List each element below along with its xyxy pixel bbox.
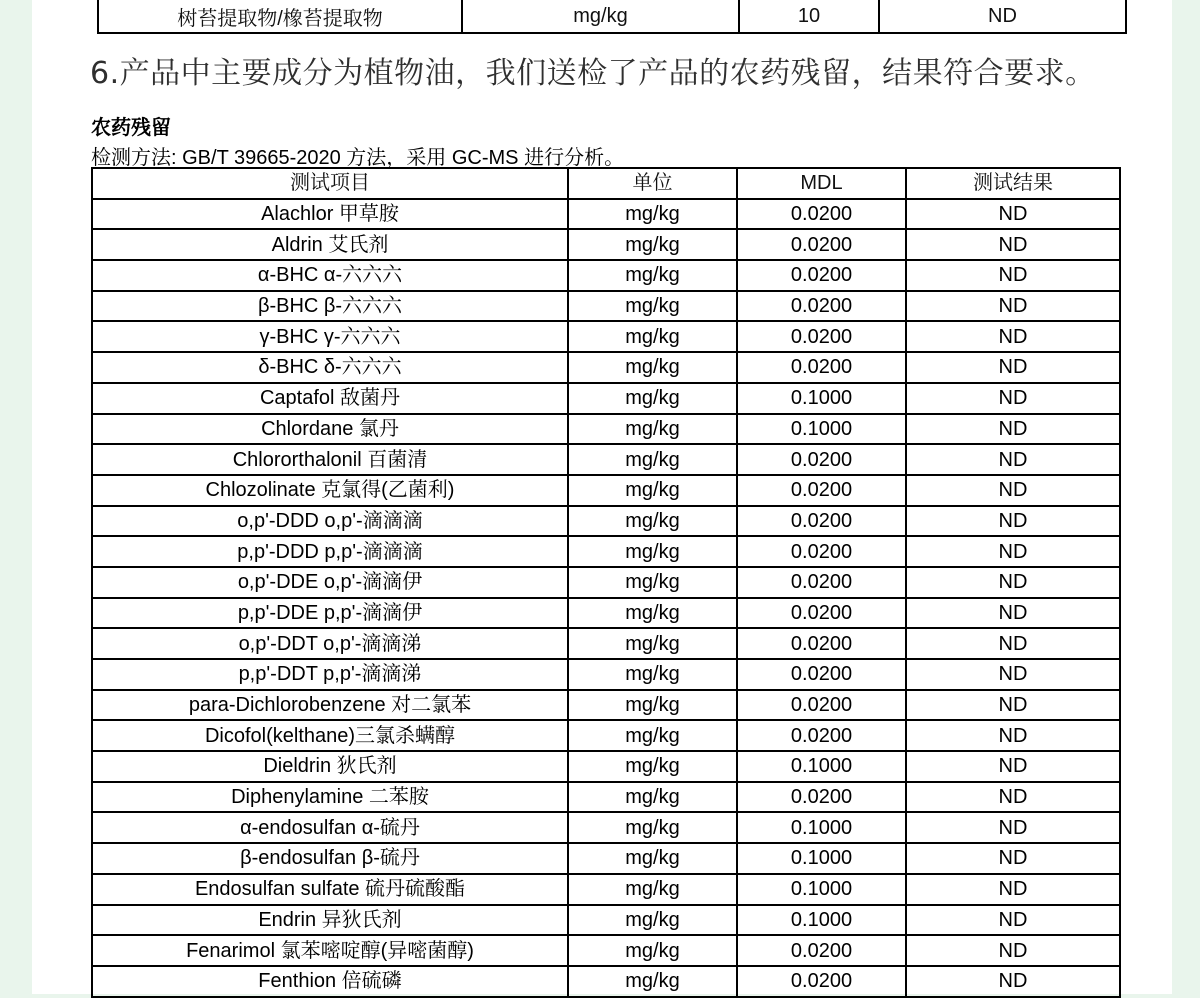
item-cell: β-endosulfan β-硫丹 xyxy=(92,843,568,874)
unit-cell: mg/kg xyxy=(568,229,737,260)
item-cell: δ-BHC δ-六六六 xyxy=(92,352,568,383)
unit-cell: mg/kg xyxy=(568,628,737,659)
table-row xyxy=(92,506,1120,537)
item-cell: Aldrin 艾氏剂 xyxy=(92,229,568,260)
table-row xyxy=(92,843,1120,874)
unit-cell: mg/kg xyxy=(568,935,737,966)
table-row xyxy=(92,659,1120,690)
column-header-result: 测试结果 xyxy=(906,168,1120,199)
unit-cell: mg/kg xyxy=(568,321,737,352)
result-cell: ND xyxy=(906,444,1120,475)
mdl-cell: 0.0200 xyxy=(737,506,906,537)
result-cell: ND xyxy=(906,812,1120,843)
table-row xyxy=(92,751,1120,782)
mdl-cell: 0.0200 xyxy=(737,628,906,659)
unit-cell: mg/kg xyxy=(568,966,737,997)
item-cell: α-BHC α-六六六 xyxy=(92,260,568,291)
result-cell: ND xyxy=(906,199,1120,230)
item-cell: o,p'-DDD o,p'-滴滴滴 xyxy=(92,506,568,537)
result-cell: ND xyxy=(906,321,1120,352)
result-cell: ND xyxy=(906,260,1120,291)
table-row xyxy=(92,291,1120,322)
result-cell: ND xyxy=(906,966,1120,997)
item-cell: Endrin 异狄氏剂 xyxy=(92,905,568,936)
mdl-cell: 0.0200 xyxy=(737,199,906,230)
mdl-cell: 0.0200 xyxy=(737,782,906,813)
result-cell: ND xyxy=(906,843,1120,874)
section-heading: 农药残留 xyxy=(91,117,171,139)
item-cell: Dicofol(kelthane)三氯杀螨醇 xyxy=(92,720,568,751)
item-cell: Chlordane 氯丹 xyxy=(92,414,568,445)
mdl-cell: 0.1000 xyxy=(737,383,906,414)
table-row xyxy=(92,321,1120,352)
item-cell: o,p'-DDT o,p'-滴滴涕 xyxy=(92,628,568,659)
unit-cell: mg/kg xyxy=(568,782,737,813)
mdl-cell: 0.0200 xyxy=(737,536,906,567)
table-row xyxy=(92,782,1120,813)
item-cell: γ-BHC γ-六六六 xyxy=(92,321,568,352)
table-row xyxy=(92,690,1120,721)
item-cell: α-endosulfan α-硫丹 xyxy=(92,812,568,843)
result-cell: ND xyxy=(906,383,1120,414)
unit-cell: mg/kg xyxy=(568,414,737,445)
table-row xyxy=(92,966,1120,997)
mdl-cell: 0.0200 xyxy=(737,659,906,690)
table-row xyxy=(92,905,1120,936)
mdl-cell: 0.0200 xyxy=(737,291,906,322)
table-row xyxy=(92,536,1120,567)
item-cell: Fenthion 倍硫磷 xyxy=(92,966,568,997)
item-cell: Fenarimol 氯苯嘧啶醇(异嘧菌醇) xyxy=(92,935,568,966)
result-cell: ND xyxy=(906,598,1120,629)
result-cell: ND xyxy=(906,720,1120,751)
unit-cell: mg/kg xyxy=(568,905,737,936)
mdl-cell: 0.0200 xyxy=(737,352,906,383)
result-cell: ND xyxy=(879,0,1126,33)
table-header-row xyxy=(92,168,1120,199)
table-row xyxy=(92,720,1120,751)
result-cell: ND xyxy=(906,536,1120,567)
mdl-cell: 0.1000 xyxy=(737,905,906,936)
limit-cell: 10 xyxy=(739,0,879,33)
item-cell: Endosulfan sulfate 硫丹硫酸酯 xyxy=(92,874,568,905)
item-cell: Captafol 敌菌丹 xyxy=(92,383,568,414)
item-cell: Diphenylamine 二苯胺 xyxy=(92,782,568,813)
table-row xyxy=(92,812,1120,843)
result-cell: ND xyxy=(906,659,1120,690)
table-row xyxy=(92,567,1120,598)
unit-cell: mg/kg xyxy=(568,690,737,721)
unit-cell: mg/kg xyxy=(568,720,737,751)
table-row xyxy=(92,414,1120,445)
item-cell: Dieldrin 狄氏剂 xyxy=(92,751,568,782)
unit-cell: mg/kg xyxy=(462,0,739,33)
unit-cell: mg/kg xyxy=(568,843,737,874)
unit-cell: mg/kg xyxy=(568,260,737,291)
mdl-cell: 0.1000 xyxy=(737,812,906,843)
mdl-cell: 0.0200 xyxy=(737,567,906,598)
test-method: 检测方法: GB/T 39665-2020 方法，采用 GC-MS 进行分析。 xyxy=(91,147,625,169)
result-cell: ND xyxy=(906,874,1120,905)
table-row xyxy=(92,475,1120,506)
unit-cell: mg/kg xyxy=(568,659,737,690)
mdl-cell: 0.0200 xyxy=(737,321,906,352)
unit-cell: mg/kg xyxy=(568,383,737,414)
column-header-unit: 单位 xyxy=(568,168,737,199)
unit-cell: mg/kg xyxy=(568,291,737,322)
result-cell: ND xyxy=(906,567,1120,598)
item-cell: p,p'-DDE p,p'-滴滴伊 xyxy=(92,598,568,629)
mdl-cell: 0.0200 xyxy=(737,720,906,751)
result-cell: ND xyxy=(906,475,1120,506)
result-cell: ND xyxy=(906,935,1120,966)
item-cell: Alachlor 甲草胺 xyxy=(92,199,568,230)
previous-results-table xyxy=(97,0,1127,34)
table-row xyxy=(92,352,1120,383)
unit-cell: mg/kg xyxy=(568,506,737,537)
mdl-cell: 0.0200 xyxy=(737,935,906,966)
item-cell: para-Dichlorobenzene 对二氯苯 xyxy=(92,690,568,721)
pesticide-residue-table xyxy=(91,167,1121,998)
result-cell: ND xyxy=(906,782,1120,813)
table-row xyxy=(92,874,1120,905)
item-cell: Chlozolinate 克氯得(乙菌利) xyxy=(92,475,568,506)
item-cell: Chlororthalonil 百菌清 xyxy=(92,444,568,475)
mdl-cell: 0.0200 xyxy=(737,444,906,475)
result-cell: ND xyxy=(906,905,1120,936)
item-cell: p,p'-DDD p,p'-滴滴滴 xyxy=(92,536,568,567)
mdl-cell: 0.1000 xyxy=(737,414,906,445)
table-row xyxy=(92,383,1120,414)
item-cell: 树苔提取物/橡苔提取物 xyxy=(98,0,462,33)
mdl-cell: 0.0200 xyxy=(737,475,906,506)
table-row xyxy=(92,444,1120,475)
unit-cell: mg/kg xyxy=(568,567,737,598)
result-cell: ND xyxy=(906,414,1120,445)
section-note: 6.产品中主要成分为植物油，我们送检了产品的农药残留，结果符合要求。 xyxy=(90,56,1096,91)
table-row xyxy=(92,260,1120,291)
item-cell: β-BHC β-六六六 xyxy=(92,291,568,322)
mdl-cell: 0.0200 xyxy=(737,598,906,629)
unit-cell: mg/kg xyxy=(568,475,737,506)
table-row xyxy=(98,0,1126,33)
mdl-cell: 0.0200 xyxy=(737,260,906,291)
result-cell: ND xyxy=(906,690,1120,721)
unit-cell: mg/kg xyxy=(568,812,737,843)
result-cell: ND xyxy=(906,751,1120,782)
unit-cell: mg/kg xyxy=(568,444,737,475)
result-cell: ND xyxy=(906,229,1120,260)
unit-cell: mg/kg xyxy=(568,352,737,383)
unit-cell: mg/kg xyxy=(568,598,737,629)
item-cell: p,p'-DDT p,p'-滴滴涕 xyxy=(92,659,568,690)
table-row xyxy=(92,199,1120,230)
unit-cell: mg/kg xyxy=(568,536,737,567)
mdl-cell: 0.1000 xyxy=(737,843,906,874)
item-cell: o,p'-DDE o,p'-滴滴伊 xyxy=(92,567,568,598)
result-cell: ND xyxy=(906,628,1120,659)
mdl-cell: 0.0200 xyxy=(737,229,906,260)
document-page xyxy=(32,0,1172,994)
column-header-item: 测试项目 xyxy=(92,168,568,199)
mdl-cell: 0.1000 xyxy=(737,751,906,782)
result-cell: ND xyxy=(906,506,1120,537)
mdl-cell: 0.1000 xyxy=(737,874,906,905)
mdl-cell: 0.0200 xyxy=(737,690,906,721)
unit-cell: mg/kg xyxy=(568,751,737,782)
table-row xyxy=(92,229,1120,260)
mdl-cell: 0.0200 xyxy=(737,966,906,997)
table-row xyxy=(92,598,1120,629)
table-row xyxy=(92,628,1120,659)
unit-cell: mg/kg xyxy=(568,199,737,230)
column-header-mdl: MDL xyxy=(737,168,906,199)
result-cell: ND xyxy=(906,352,1120,383)
table-row xyxy=(92,935,1120,966)
unit-cell: mg/kg xyxy=(568,874,737,905)
result-cell: ND xyxy=(906,291,1120,322)
